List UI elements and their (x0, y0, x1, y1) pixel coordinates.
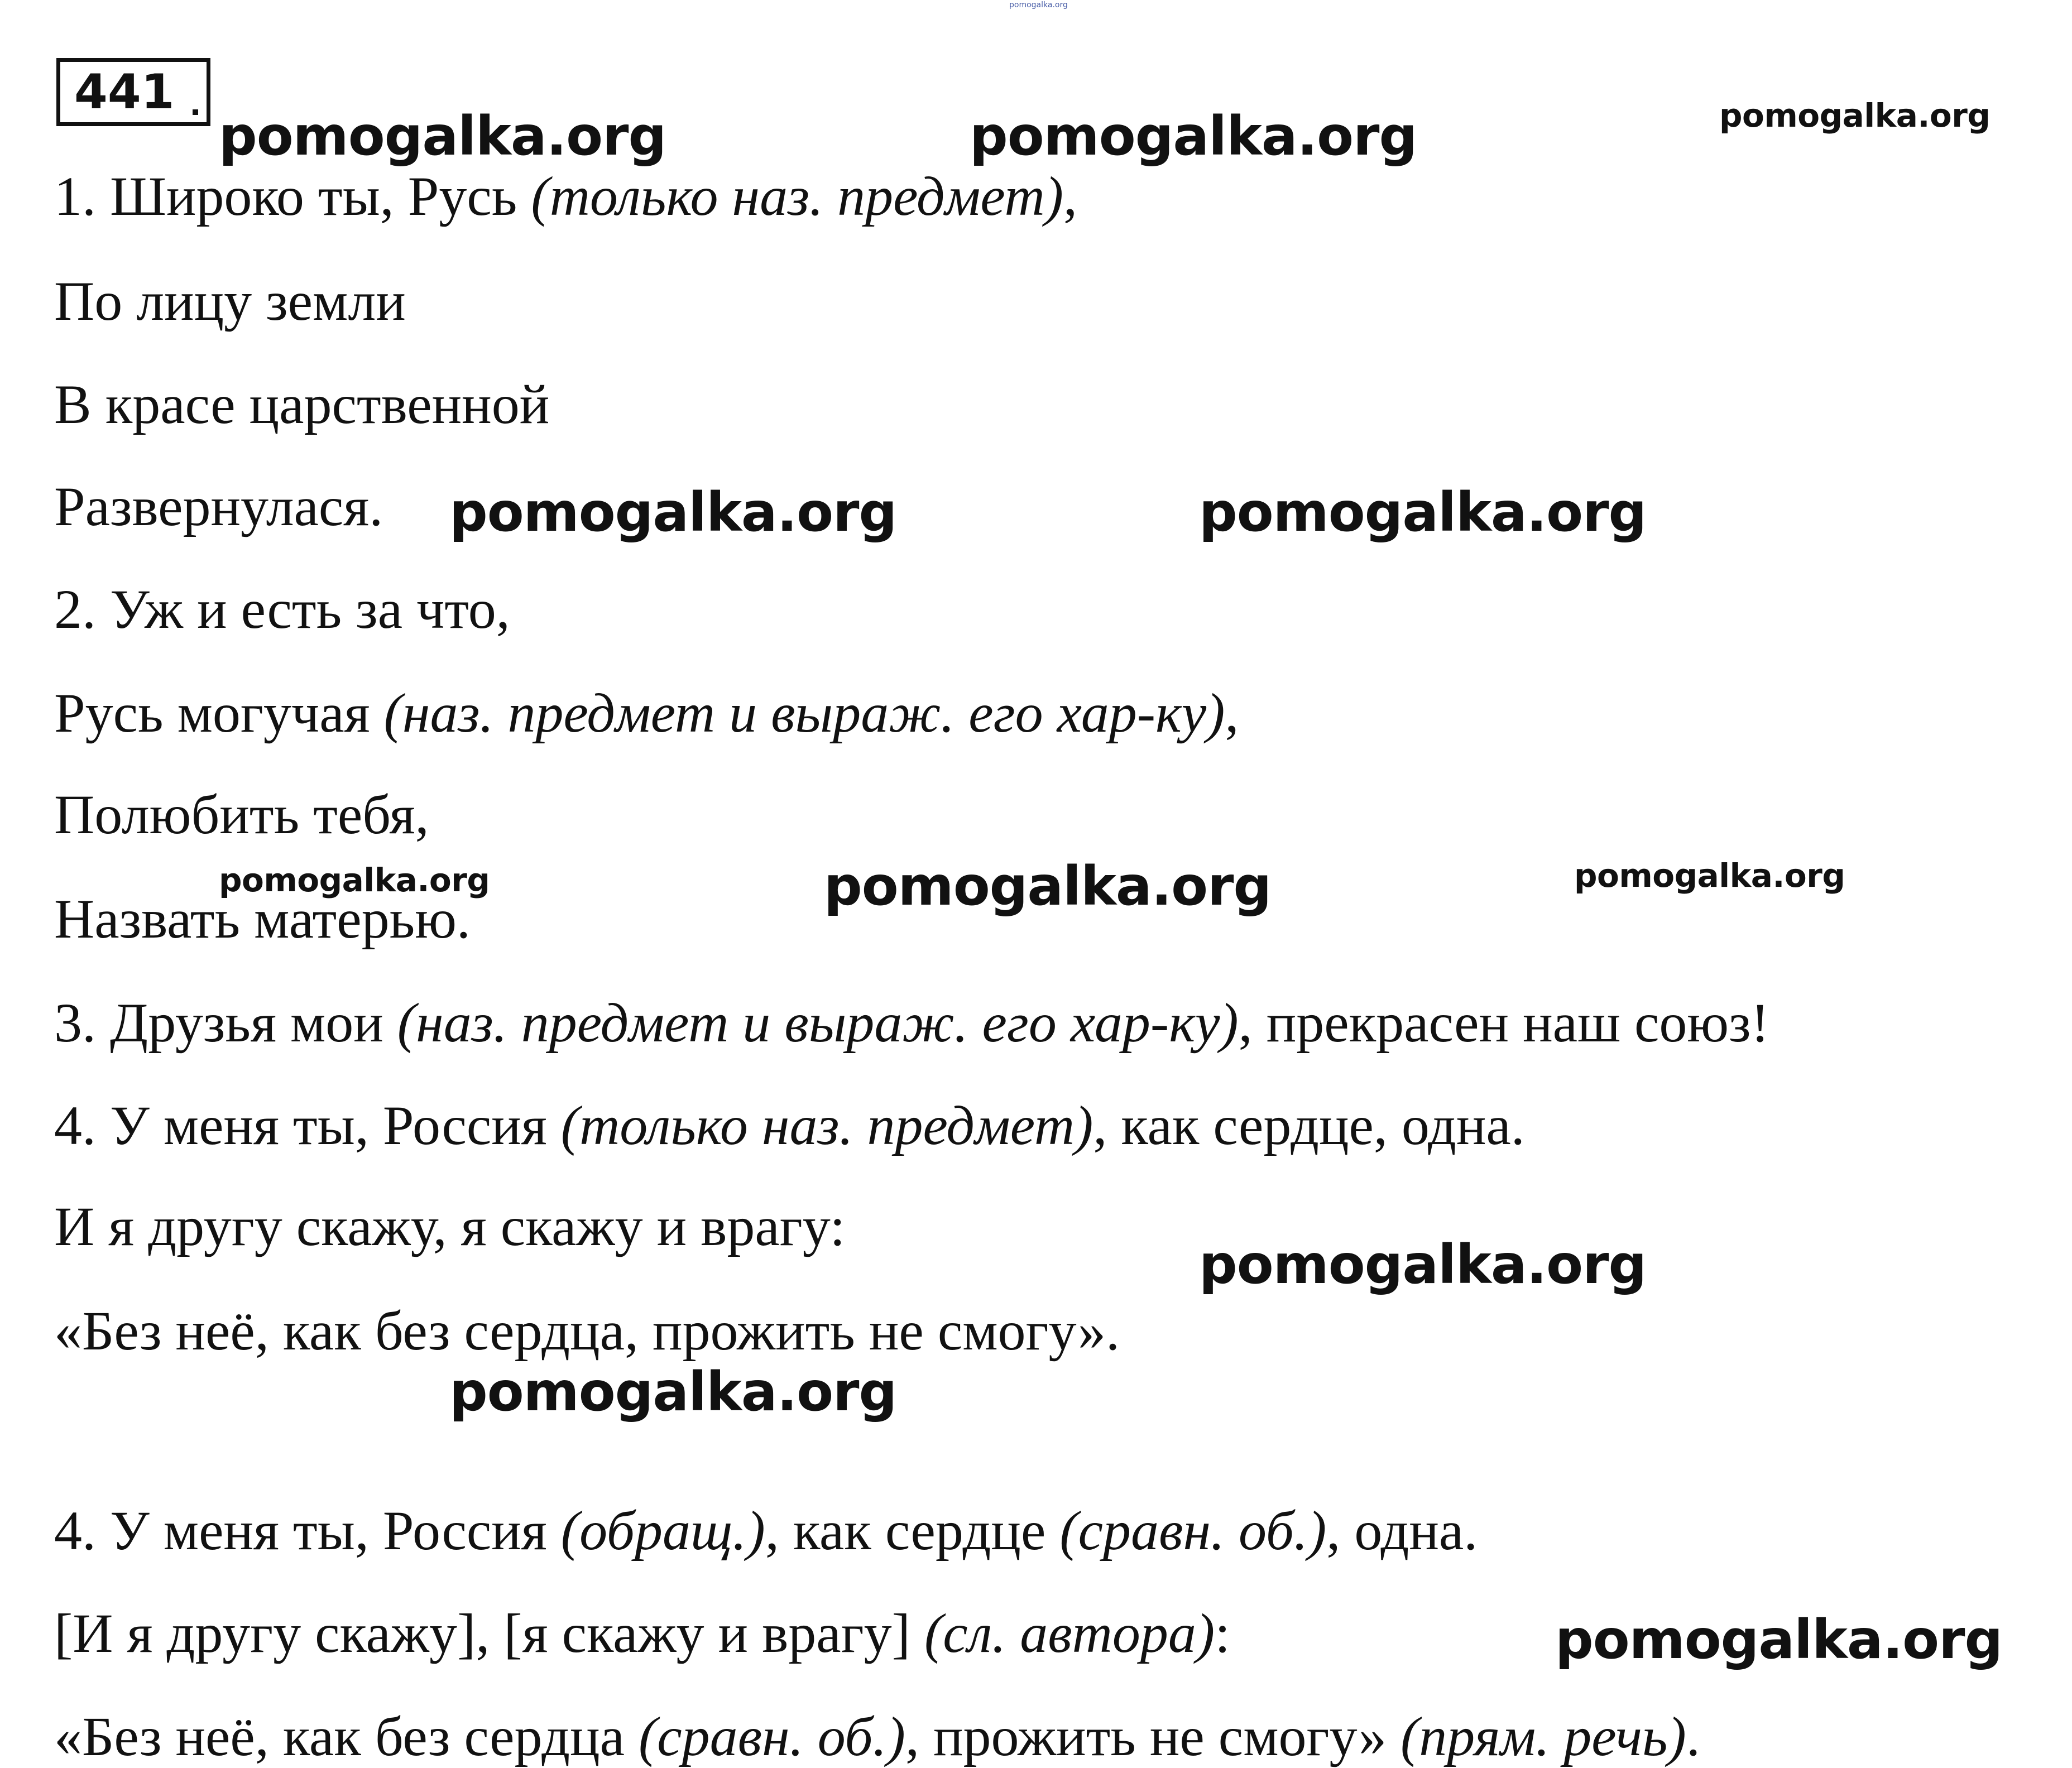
grammar-annotation: (сравн. об.) (1059, 1500, 1327, 1562)
line-4 (54, 475, 383, 537)
watermark: pomogalka.org (449, 481, 897, 544)
line-text: , (1225, 682, 1239, 744)
grammar-annotation: (только наз. предмет) (560, 1094, 1093, 1156)
watermark: pomogalka.org (970, 105, 1417, 167)
line-text: Русь могучая (54, 682, 384, 744)
watermark: pomogalka.org (449, 1361, 897, 1423)
line-text: , (1063, 165, 1078, 227)
watermark: pomogalka.org (1199, 1233, 1647, 1296)
watermark: pomogalka.org (1719, 97, 1991, 134)
line-text: В красе царственной (54, 373, 550, 435)
grammar-annotation: (обращ.) (560, 1500, 765, 1562)
grammar-annotation: (наз. предмет и выраж. его хар-ку) (397, 992, 1239, 1054)
watermark: pomogalka.org (1199, 481, 1647, 544)
line-text: Полюбить тебя, (54, 784, 429, 845)
grammar-annotation: (прям. речь) (1400, 1705, 1686, 1767)
line-text: 3. Друзья мои (54, 992, 397, 1054)
task-number-period (193, 109, 198, 115)
line-text: «Без неё, как без сердца (54, 1705, 639, 1767)
line-text: «Без неё, как без сердца, прожить не смогу». (54, 1300, 1120, 1362)
grammar-annotation: (только наз. предмет) (531, 165, 1064, 227)
line-text: : (1215, 1602, 1230, 1664)
line-text: , одна. (1326, 1500, 1478, 1562)
watermark: pomogalka.org (1009, 1, 1068, 9)
line-text: , прекрасен наш союз! (1238, 992, 1769, 1054)
line-text: , как сердце (765, 1500, 1060, 1562)
line-text: По лицу земли (54, 270, 406, 332)
line-10 (54, 1094, 1525, 1156)
line-5 (54, 578, 510, 640)
line-9 (54, 992, 1769, 1054)
line-12 (54, 1300, 1120, 1362)
grammar-annotation: (сравн. об.) (638, 1705, 905, 1767)
line-text: 2. Уж и есть за что, (54, 578, 510, 640)
line-15 (54, 1705, 1700, 1767)
line-text: , как сердце, одна. (1093, 1094, 1525, 1156)
watermark: pomogalka.org (824, 855, 1272, 917)
line-7 (54, 784, 429, 845)
line-2 (54, 270, 406, 332)
watermark: pomogalka.org (219, 105, 666, 167)
line-text: 1. Широко ты, Русь (54, 165, 531, 227)
grammar-annotation: (сл. автора) (924, 1602, 1215, 1664)
line-text: 4. У меня ты, Россия (54, 1094, 561, 1156)
task-number-badge (56, 58, 210, 126)
line-text: Назвать матерью. (54, 888, 471, 950)
line-3 (54, 373, 550, 435)
line-8 (54, 888, 471, 950)
line-1 (54, 165, 1078, 227)
line-13 (54, 1500, 1478, 1562)
line-text: 4. У меня ты, Россия (54, 1500, 561, 1562)
watermark: pomogalka.org (1574, 857, 1845, 895)
line-text: . (1686, 1705, 1700, 1767)
line-text: И я другу скажу, я скажу и врагу: (54, 1195, 846, 1257)
line-14 (54, 1602, 1230, 1664)
task-number: 441 (74, 64, 175, 120)
watermark: pomogalka.org (1555, 1608, 2003, 1671)
grammar-annotation: (наз. предмет и выраж. его хар-ку) (383, 682, 1225, 744)
line-11 (54, 1195, 846, 1257)
watermark: pomogalka.org (219, 861, 490, 899)
line-6 (54, 682, 1239, 744)
line-text: , прожить не смогу» (905, 1705, 1400, 1767)
line-text: Развернулася. (54, 475, 383, 537)
line-text: [И я другу скажу], [я скажу и врагу] (54, 1602, 924, 1664)
